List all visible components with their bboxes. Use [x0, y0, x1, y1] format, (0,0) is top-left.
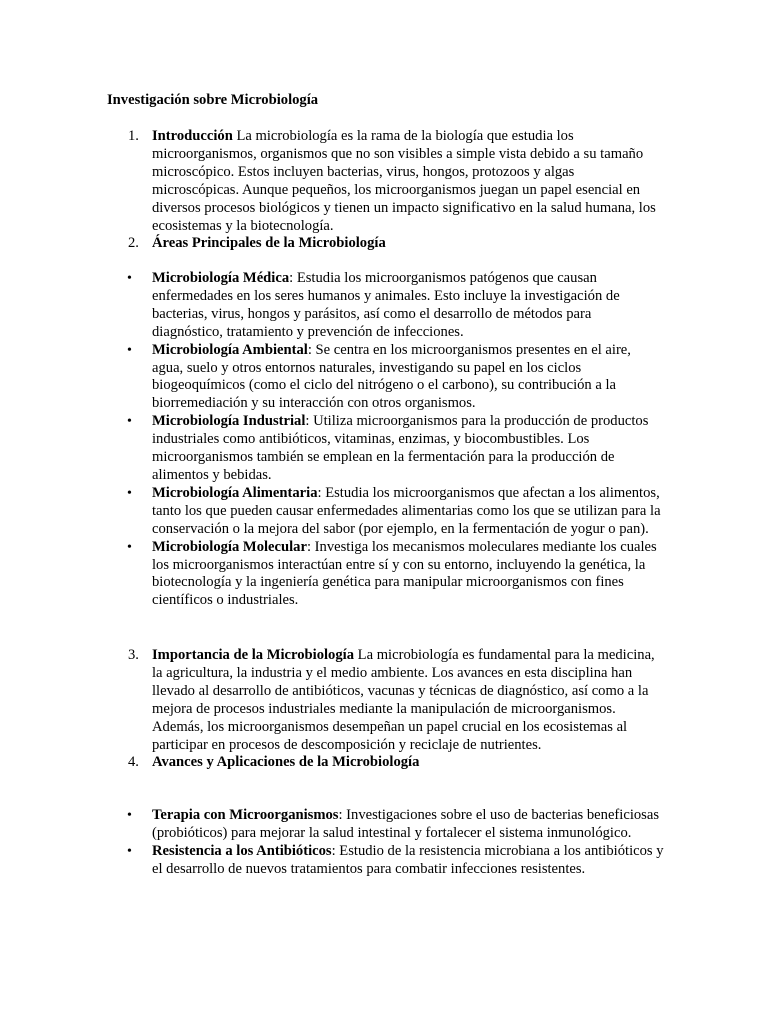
list-item	[127, 842, 664, 879]
area-term: Microbiología Médica	[152, 270, 290, 286]
document-title: Investigación sobre Microbiología	[107, 92, 319, 108]
bullet-icon: •	[127, 414, 132, 430]
area-term: Microbiología Alimentaria	[152, 484, 318, 501]
numbered-list-1	[128, 128, 664, 253]
section-number: 4.	[128, 754, 139, 771]
area-text: : Utiliza microorganismos para la producción de productos industriales como antibióticos, vitaminas, enzimas, y biocombustibles. Los microorganismos también se emplean en la fermentación para la producción de alimentos y bebidas.	[152, 413, 649, 483]
list-item	[127, 413, 664, 485]
bullet-icon: •	[127, 539, 132, 555]
section-number: 2.	[128, 235, 139, 252]
section-heading: Áreas Principales de la Microbiología	[152, 235, 386, 252]
section-heading: Introducción	[152, 128, 233, 144]
list-item	[127, 807, 664, 843]
section-text: La microbiología es la rama de la biología que estudia los microorganismos, organismos que no son visibles a simple vista debido a su tamaño microscópico. Estos incluyen bacterias, virus, hongos, protozoos y algas microscópicas. Aunque pequeños, los microorganismos juegan un papel esencial en diversos procesos biológicos y tienen un impacto significativo en la salud humana, los ecosistemas y la biotecnología.	[152, 128, 656, 234]
section-text: La microbiología es fundamental para la medicina, la agricultura, la industria y el medio ambiente. Los avances en esta disciplina han llevado al desarrollo de antibióticos, vacunas y técnicas de diagnóstico, así como a la mejora de procesos industriales mediante la manipulación de microorganismos. Además, los microorganismos desempeñan un papel crucial en los ecosistemas al participar en procesos de descomposición y reciclaje de nutrientes.	[152, 647, 655, 753]
advance-text: : Estudio de la resistencia microbiana a los antibióticos y el desarrollo de nuevos tratamientos para combatir infecciones resistentes.	[152, 842, 664, 877]
area-term: Microbiología Ambiental	[152, 341, 308, 358]
advance-term: Terapia con Microorganismos	[152, 807, 339, 823]
numbered-list-2	[128, 647, 664, 772]
list-item	[127, 270, 664, 342]
bullet-icon: •	[127, 485, 132, 501]
area-term: Microbiología Industrial	[152, 413, 306, 430]
section-number: 1.	[128, 128, 139, 144]
area-term: Microbiología Molecular	[152, 538, 307, 555]
area-text: : Estudia los microorganismos que afectan a los alimentos, tanto los que pueden causar enfermedades alimentarias como los que se utilizan para la conservación o la mejora del sabor (por ejemplo, en la fermentación de yogur o pan).	[152, 484, 661, 537]
section-number: 3.	[128, 647, 139, 663]
section-heading: Importancia de la Microbiología	[152, 647, 355, 663]
bullet-icon: •	[127, 271, 132, 286]
area-text: : Estudia los microorganismos patógenos que causan enfermedades en los seres humanos y animales. Esto incluye la investigación de bacterias, virus, hongos y parásitos, así como el desarrollo de métodos para diagnóstico, tratamiento y prevención de infecciones.	[152, 270, 620, 340]
list-item	[127, 341, 664, 414]
bullet-icon: •	[127, 808, 132, 823]
advance-text: : Investigaciones sobre el uso de bacterias beneficiosas (probióticos) para mejorar la salud intestinal y fortalecer el sistema inmunológico.	[152, 807, 660, 841]
section-heading: Avances y Aplicaciones de la Microbiología	[152, 754, 420, 771]
section-areas-principales	[128, 235, 664, 253]
list-item	[127, 538, 664, 611]
section-introduccion	[128, 128, 664, 235]
bullet-icon: •	[127, 843, 132, 859]
advances-bullet-list	[127, 807, 664, 879]
area-text: : Investiga los mecanismos moleculares mediante los cuales los microorganismos interactúan entre sí y con su entorno, incluyendo la genética, la biotecnología y la ingeniería genética para manipular microorganismos con fines científicos o industriales.	[152, 538, 657, 609]
advance-term: Resistencia a los Antibióticos	[152, 842, 332, 859]
list-item	[127, 484, 664, 539]
area-text: : Se centra en los microorganismos presentes en el aire, agua, suelo y otros entornos naturales, investigando su papel en los ciclos biogeoquímicos (como el ciclo del nitrógeno o el carbono), su contribución a la biorremediación y su interacción con otros organismos.	[152, 341, 631, 412]
areas-bullet-list	[127, 270, 664, 610]
bullet-icon: •	[127, 342, 132, 358]
section-avances	[128, 754, 664, 772]
section-importancia	[128, 647, 664, 754]
